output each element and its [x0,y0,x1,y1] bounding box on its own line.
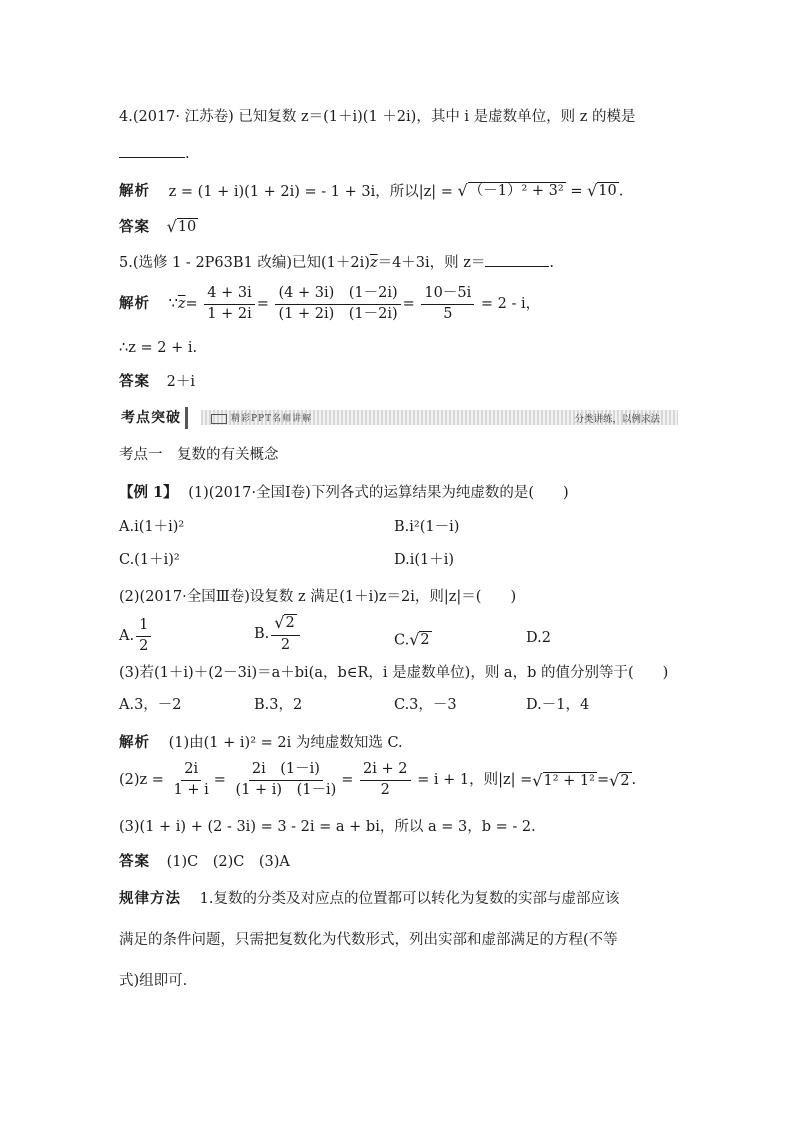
q4-solution [119,182,623,199]
sol-line1 [119,736,403,751]
q4-question: 4.(2017· 江苏卷) 已知复数 z＝(1＋i)(1 ＋2i)，其中 i 是虚数单位，则 z 的模是 [119,109,636,125]
q5-frac-3: $\frac{10-5i}{5}$ [421,286,474,323]
ex1-p3-option-c[interactable]: C.3，－3 [394,697,457,713]
q5-solution [119,286,540,323]
ex1-p1-option-b[interactable]: B.i²(1－i) [394,519,460,535]
q4-jiexi-label: 解析 [119,182,150,200]
q4-sqrt: √ （－1）² + 3² [457,180,564,200]
sol-frac-3: $\frac{2i + 2}{2}$ [360,762,410,799]
ex1-part1 [119,486,569,501]
q5-answer-value: 2＋i [166,374,195,390]
q4-answer-sqrt: √ 10 [166,216,197,236]
rule-line1 [119,892,619,907]
ex1-p1-option-d[interactable]: D.i(1＋i) [394,552,455,568]
ex1-p1-text: (1)(2017·全国Ⅰ卷)下列各式的运算结果为纯虚数的是( ) [188,485,569,501]
q4-sqrt2: √ 10 [587,180,617,200]
banner-title: 考点突破 [117,407,188,429]
p2-a-frac: $\frac{1}{2}$ [136,618,151,655]
ex1-p1-option-c[interactable]: C.(1＋i)² [119,552,180,568]
sol-label: 解析 [119,734,150,751]
hand-pointer-icon [211,414,227,424]
sol-line2 [119,762,636,799]
q5-eq3: = [402,296,415,313]
rule-label: 规律方法 [119,890,181,907]
p2-a-letter: A. [119,628,135,645]
p2-c-letter: C. [394,632,410,649]
q5-answer-label: 答案 [119,373,150,390]
q5-tail: = 2 - i， [480,296,541,313]
rule-text-1: 1.复数的分类及对应点的位置都可以转化为复数的实部与虚部应该 [199,891,620,907]
sol-line3: (3)(1 + i) + (2 - 3i) = 3 - 2i = a + bi，所以 a = 3，b = - 2. [119,819,536,835]
rule-line2: 满足的条件问题，只需把复数化为代数形式，列出实部和虚部满足的方程(不等 [119,932,618,948]
ex1-p3-option-d[interactable]: D.－1，4 [526,697,590,713]
sol-sqrt2: √ 2 [609,770,630,790]
p2-c-sqrt: √ 2 [409,629,430,649]
sol-eq3: = [596,772,610,789]
ex1-p3-option-b[interactable]: B.3，2 [254,697,303,713]
q5-end: . [549,255,555,271]
q5-text-b: ＝4＋3i，则 z＝ [377,255,486,271]
q4-answer [119,218,198,235]
q5-frac-1: $\frac{4 + 3i}{1 + 2i}$ [204,286,254,323]
sol-answer [119,855,290,870]
q5-text-a: 5.(选修 1 - 2P63B1 改编)已知(1＋2i) [119,255,370,271]
sol-eq2: = [341,772,354,789]
ex1-p2-option-c[interactable] [394,631,432,648]
banner-tip: 精彩PPT名师讲解 [211,411,312,424]
sol-end: . [631,772,637,789]
q5-because: ∵ [168,296,178,313]
ex1-label: 【例 1】 [119,484,178,501]
sol-s2-b: = i + 1，则|z| = [417,772,533,789]
ex1-p2-option-a[interactable] [119,618,153,655]
q5-zbar: $\overline{z}$ [369,255,378,271]
q4-eq: = [570,183,583,200]
q5-jiexi-label: 解析 [119,295,150,313]
sol-s2-a: (2)z = [119,772,164,789]
topic-heading: 考点一 复数的有关概念 [119,447,279,463]
p2-b-frac: √ 2 2 [271,614,299,654]
q5-zbar-2: $\overline{z}$ [177,296,186,313]
sol-answer-label: 答案 [119,853,150,870]
sol-eq1: = [213,772,226,789]
q4-jiexi-text: z = (1 + i)(1 + 2i) = - 1 + 3i，所以|z| = [168,183,453,200]
q5-eq2: = [256,296,269,313]
ex1-p2-option-b[interactable] [254,614,302,654]
banner-right-text: 分类讲练，以例求法 [574,414,660,425]
ex1-p2-option-d[interactable]: D.2 [526,630,551,646]
sol-s1: (1)由(1 + i)² = 2i 为纯虚数知选 C. [168,735,403,751]
ex1-part2: (2)(2017·全国Ⅲ卷)设复数 z 满足(1＋i)z＝2i，则|z|＝( ) [119,589,517,605]
q4-answer-label: 答案 [119,218,150,236]
ex1-part3: (3)若(1＋i)＋(2－3i)＝a＋bi(a，b∈R，i 是虚数单位)，则 a，b 的值分别等于( ) [119,665,669,681]
sol-answer-value: (1)C (2)C (3)A [166,854,290,870]
q4-blank-end: . [185,146,190,162]
p2-b-letter: B. [254,625,270,642]
sol-frac-1: $\frac{2i}{1 + i}$ [173,761,209,798]
ex1-p1-option-a[interactable]: A.i(1＋i)² [119,519,185,535]
q5-therefore: ∴z = 2 + i. [119,340,198,356]
q4-end: . [618,183,624,200]
q5-eq1: = [185,296,198,313]
sol-frac-2: $\frac{2i (1-i)}{(1 + i) (1-i)}$ [235,761,337,798]
q5-answer [119,375,195,390]
section-banner [117,407,678,429]
q4-answer-blank[interactable] [119,147,190,162]
rule-line3: 式)组即可. [119,973,188,989]
q5-frac-2: $\frac{(4 + 3i) (1-2i)}{(1 + 2i) (1-2i)}$ [275,286,400,323]
q5-answer-blank[interactable] [485,264,549,267]
sol-sqrt: √ 1² + 1² [532,770,595,790]
ex1-p3-option-a[interactable]: A.3，－2 [119,697,182,713]
q5-question [119,256,554,271]
